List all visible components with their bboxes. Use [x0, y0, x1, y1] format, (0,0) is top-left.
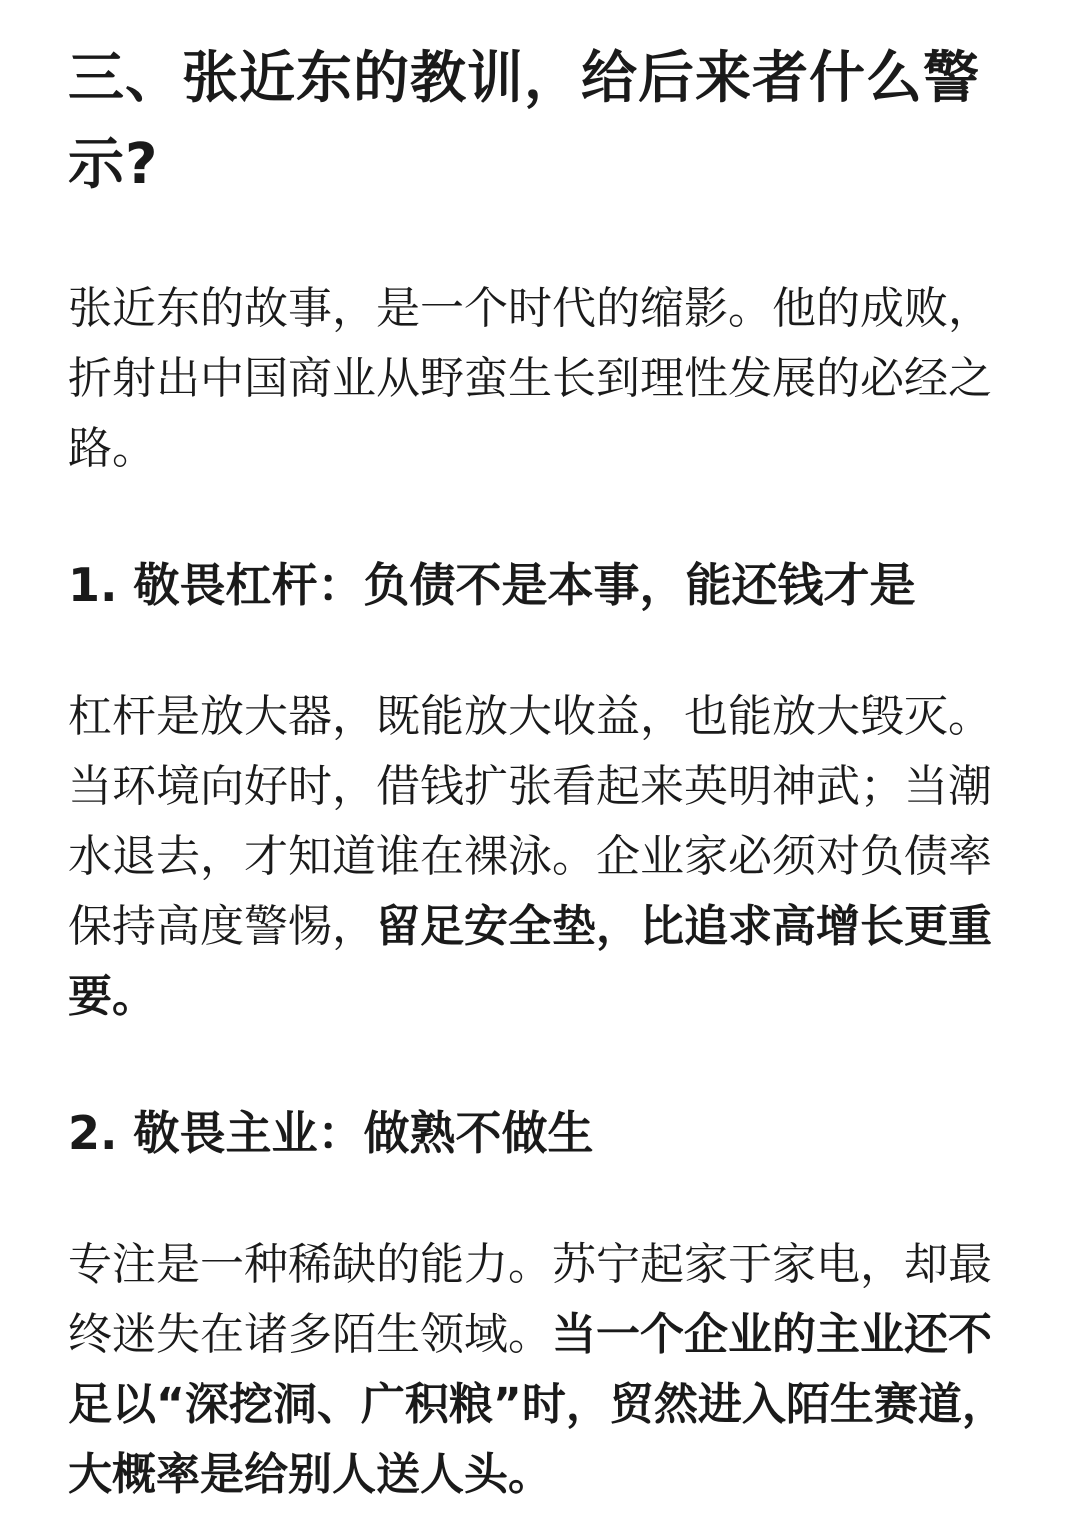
point1-text: 杠杆是放大器，既能放大收益，也能放大毁灭。当环境向好时，借钱扩张看起来英明神武；当潮水退去，才知道谁在裸泳。企业家必须对负债率保持高度警惕， — [68, 691, 992, 952]
intro-paragraph: 张近东的故事，是一个时代的缩影。他的成败，折射出中国商业从野蛮生长到理性发展的必经之路。 — [68, 283, 992, 474]
point1-paragraph — [68, 682, 1012, 1032]
point2-emphasis: 当一个企业的主业还不足以“深挖洞、广积粮”时，贸然进入陌生赛道，大概率是给别人送人头。 — [68, 1309, 1006, 1500]
point2-heading: 2. 敬畏主业：做熟不做生 — [68, 1106, 594, 1160]
point1-heading: 1. 敬畏杠杆：负债不是本事，能还钱才是 — [68, 558, 916, 612]
section-title: 三、张近东的教训，给后来者什么警示? — [68, 46, 980, 197]
point2-paragraph — [68, 1230, 1012, 1510]
point1-emphasis: 留足安全垫，比追求高增长更重要。 — [68, 901, 992, 1022]
point2-text: 专注是一种稀缺的能力。苏宁起家于家电，却最终迷失在诸多陌生领域。 — [68, 1239, 992, 1360]
